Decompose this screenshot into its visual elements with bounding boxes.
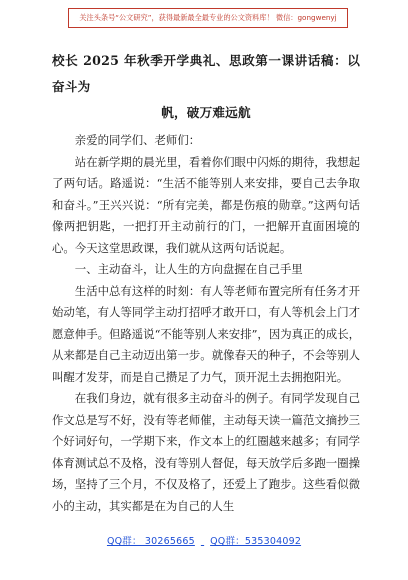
qq-group-link-2[interactable]: QQ群：535304092: [210, 536, 302, 547]
body-paragraph: 生活中总有这样的时刻：有人等老师布置完所有任务才开始动笔，有人等同学主动打招呼才敢开口，有人等机会上门才愿意伸手。但路遥说“不能等别人来安排”，因为真正的成长，从来都是自己主动迈出第一步。就像春天的种子，不会等别人叫醒才发芽，而是自己攒足了力气，顶开泥土去拥抱阳光。: [52, 283, 360, 384]
title-line-2: 帆，破万难远航: [161, 105, 251, 120]
promo-banner: 关注头条号“公文研究”，获得最新最全最专业的公文资料库！ 微信：gongwenyj: [68, 8, 348, 28]
qq-group-link-1[interactable]: QQ群： 30265665: [106, 536, 195, 547]
document-title: [52, 48, 360, 126]
section-heading: 一、主动奋斗，让人生的方向盘握在自己手里: [74, 262, 303, 276]
title-line-1: 校长 2025 年秋季开学典礼、思政第一课讲话稿：以奋斗为: [52, 53, 360, 94]
salutation: 亲爱的同学们、老师们：: [74, 133, 201, 147]
document-body: [52, 48, 360, 517]
intro-paragraph: 站在新学期的晨光里，看着你们眼中闪烁的期待，我想起了两句话。路遥说：“生活不能等别人来安排，要自己去争取和奋斗。”王兴兴说：“所有完美，都是伤痕的勋章。”这两句话像两把钥匙，一把打开主动前行的门，一把解开直面困境的心。今天这堂思政课，我们就从这两句话说起。: [52, 154, 360, 255]
body-paragraph: 在我们身边，就有很多主动奋斗的例子。有同学发现自己作文总是写不好，没有等老师催，主动每天读一篇范文摘抄三个好词好句，一学期下来，作文本上的红圈越来越多；有同学体育测试总不及格，没有等别人督促，每天放学后多跑一圈操场，坚持了三个月，不仅及格了，还爱上了跑步。这些看似微小的主动，其实都是在为自己的人生: [52, 391, 360, 513]
footer-contacts: [0, 533, 408, 547]
